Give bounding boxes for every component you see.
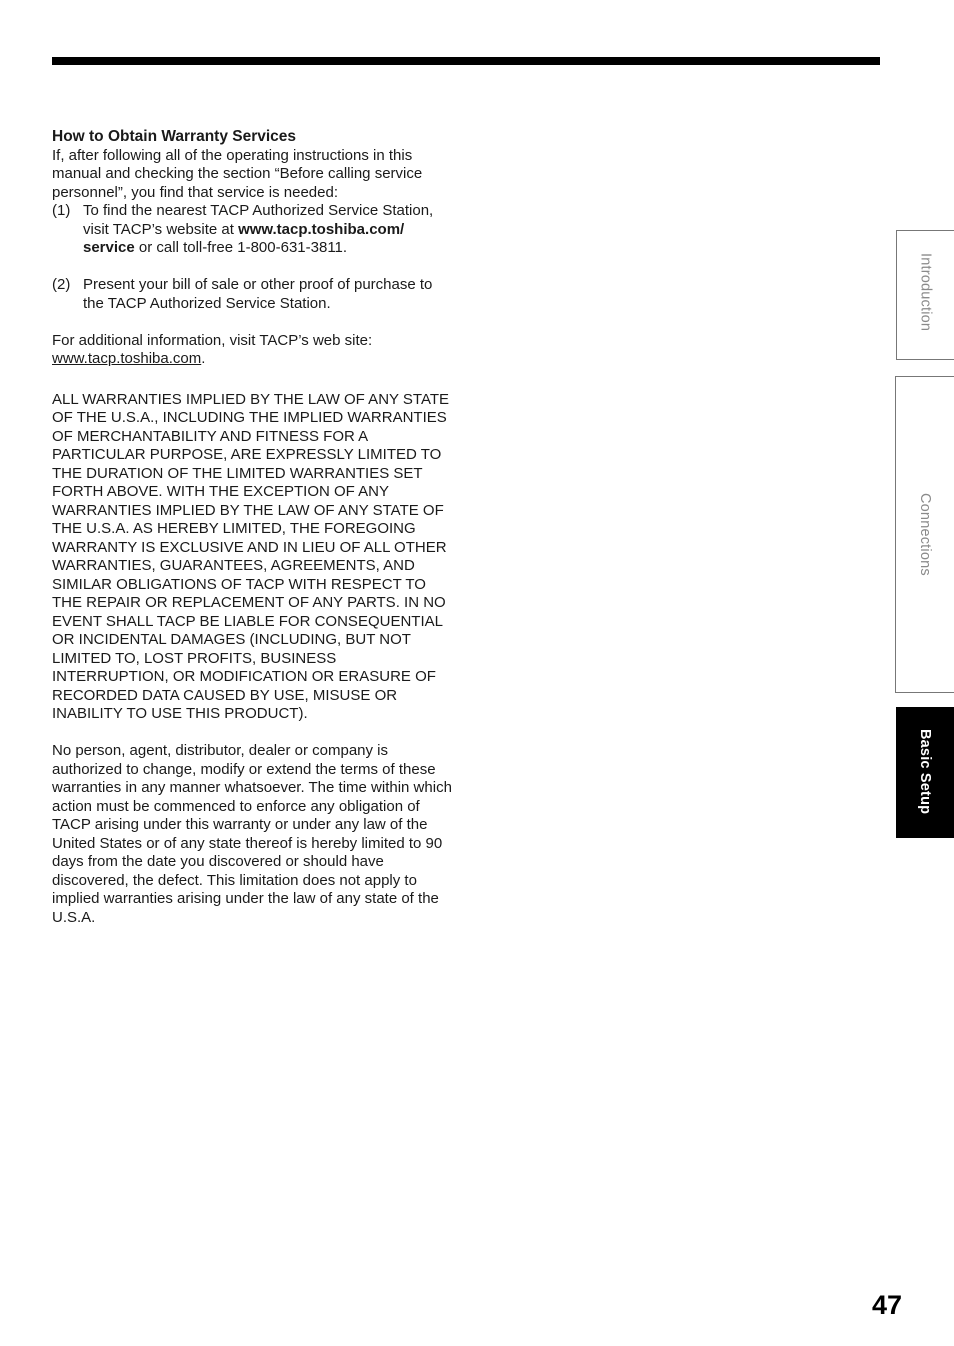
- additional-info-text: For additional information, visit TACP’s web site:: [52, 331, 373, 349]
- warranty-section: [52, 128, 457, 927]
- tab-connections-label: Connections: [917, 493, 933, 576]
- additional-info-paragraph: [52, 332, 457, 369]
- tab-introduction-label: Introduction: [917, 253, 934, 332]
- page-number: 47: [872, 1290, 903, 1320]
- list-text-before: To find the nearest TACP Authorized Service Station, visit TACP’s website at: [83, 202, 434, 238]
- list-text-after: or call toll-free 1-800-631-3811.: [134, 239, 348, 256]
- list-number: (1): [52, 202, 71, 219]
- section-heading: How to Obtain Warranty Services: [52, 128, 297, 145]
- list-text: [83, 202, 457, 258]
- warranty-disclaimer: ALL WARRANTIES IMPLIED BY THE LAW OF ANY STATE OF THE U.S.A., INCLUDING THE IMPLIED WARRANTIES OF MERCHANTABILITY AND FITNESS FOR A PARTICULAR PURPOSE, ARE EXPRESSLY LIMITED TO THE DURATION OF THE LIMITED WARRANTIES SET FORTH ABOVE. WITH THE EXCEPTION OF ANY WARRANTIES IMPLIED BY THE LAW OF ANY STATE OF THE U.S.A. AS HEREBY LIMITED, THE FOREGOING WARRANTY IS EXCLUSIVE AND IN LIEU OF ALL OTHER WARRANTIES, GUARANTEES, AGREEMENTS, AND SIMILAR OBLIGATIONS OF TACP WITH RESPECT TO THE REPAIR OR REPLACEMENT OF ANY PARTS. IN NO EVENT SHALL TACP BE LIABLE FOR CONSEQUENTIAL OR INCIDENTAL DAMAGES (INCLUDING, BUT NOT LIMITED TO, LOST PROFITS, BUSINESS INTERRUPTION, OR MODIFICATION OR ERASURE OF RECORDED DATA CAUSED BY USE, MISUSE OR INABILITY TO USE THIS PRODUCT).: [52, 390, 450, 722]
- additional-info-end: .: [201, 350, 206, 367]
- tab-basic-setup[interactable]: [896, 707, 954, 838]
- list-item-2: [52, 276, 457, 313]
- top-rule: [52, 57, 880, 65]
- tab-basic-setup-label: Basic Setup: [917, 729, 933, 815]
- website-link[interactable]: www.tacp.toshiba.com: [52, 350, 202, 367]
- limitation-paragraph: No person, agent, distributor, dealer or company is authorized to change, modify or extend the terms of these warranties in any manner whatsoever. The time within which action must be commenced to enforce any obligation of TACP arising under this warranty or under any law of the United States or of any state thereof is hereby limited to 90 days from the date you discovered or should have discovered, the defect. This limitation does not apply to implied warranties arising under the law of any state of the U.S.A.: [52, 742, 452, 926]
- tab-connections[interactable]: [895, 376, 954, 693]
- intro-paragraph: If, after following all of the operating instructions in this manual and checking the section “Before calling service personnel”, you find that service is needed:: [52, 146, 423, 201]
- list-text: Present your bill of sale or other proof of purchase to the TACP Authorized Service Station.: [83, 276, 433, 312]
- website-bold: www.tacp.toshiba.com/ service: [83, 220, 405, 256]
- list-number: (2): [52, 276, 71, 293]
- list-item-1: [52, 202, 457, 258]
- tab-introduction[interactable]: [896, 230, 954, 360]
